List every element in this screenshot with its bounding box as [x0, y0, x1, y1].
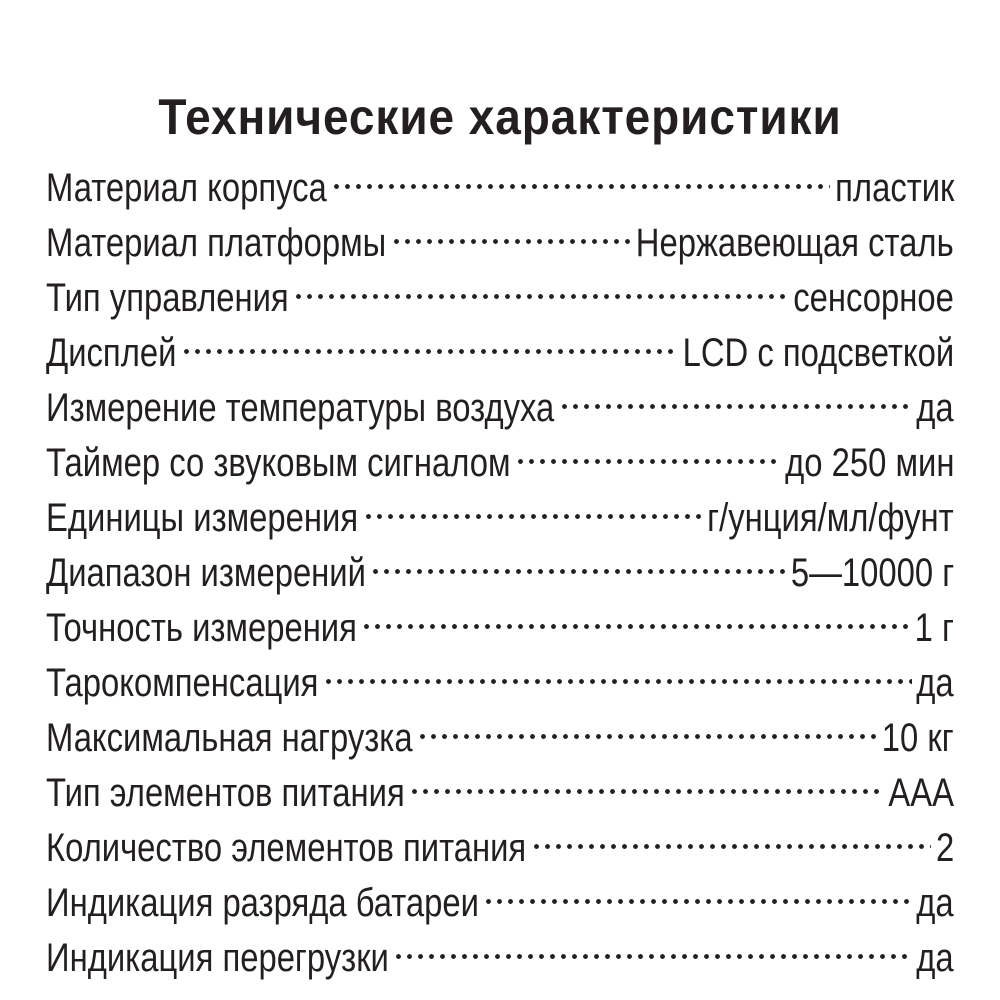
- spec-value: 5—10000 г: [790, 551, 955, 595]
- spec-row: [46, 366, 954, 430]
- spec-value: да: [916, 386, 954, 430]
- dot-leader: [409, 751, 884, 806]
- spec-value: 2: [936, 826, 955, 870]
- spec-list: [46, 146, 955, 980]
- spec-value: LCD с подсветкой: [682, 331, 955, 375]
- spec-label: Тип управления: [46, 276, 289, 320]
- spec-label: Диапазон измерений: [46, 551, 366, 595]
- page-title: Технические характеристики: [158, 88, 842, 145]
- spec-value: да: [916, 936, 954, 980]
- spec-label: Точность измерения: [46, 606, 357, 650]
- dot-leader: [393, 916, 912, 971]
- spec-label: Индикация разряда батареи: [46, 881, 479, 925]
- dot-leader: [515, 421, 780, 476]
- dot-leader: [293, 256, 789, 311]
- dot-leader: [323, 641, 912, 696]
- spec-value: до 250 мин: [785, 441, 955, 485]
- spec-label: Единицы измерения: [46, 496, 359, 540]
- spec-label: Материал платформы: [46, 221, 387, 265]
- dot-leader: [361, 586, 910, 641]
- spec-value: пластик: [835, 166, 955, 210]
- spec-row: [46, 146, 955, 210]
- spec-label: Тип элементов питания: [46, 771, 405, 815]
- spec-value: сенсорное: [793, 276, 954, 320]
- spec-label: Материал корпуса: [46, 166, 327, 210]
- dot-leader: [331, 146, 830, 201]
- spec-label: Индикация перегрузки: [46, 936, 389, 980]
- spec-value: г/унция/мл/фунт: [707, 496, 954, 540]
- dot-leader: [391, 201, 632, 256]
- spec-value: да: [916, 661, 954, 705]
- spec-value: AAA: [888, 771, 955, 815]
- dot-leader: [363, 476, 703, 531]
- spec-value: 10 кг: [882, 716, 954, 760]
- spec-label: Максимальная нагрузка: [46, 716, 413, 760]
- spec-label: Тарокомпенсация: [46, 661, 319, 705]
- dot-leader: [370, 531, 786, 586]
- dot-leader: [531, 806, 931, 861]
- spec-value: 1 г: [914, 606, 954, 650]
- dot-leader: [559, 366, 912, 421]
- spec-label: Дисплей: [46, 331, 177, 375]
- spec-label: Количество элементов питания: [46, 826, 527, 870]
- spec-value: Нержавеющая сталь: [636, 221, 954, 265]
- dot-leader: [417, 696, 878, 751]
- spec-label: Измерение температуры воздуха: [46, 386, 555, 430]
- dot-leader: [181, 311, 678, 366]
- spec-value: да: [916, 881, 954, 925]
- dot-leader: [483, 861, 912, 916]
- spec-label: Таймер со звуковым сигналом: [46, 441, 511, 485]
